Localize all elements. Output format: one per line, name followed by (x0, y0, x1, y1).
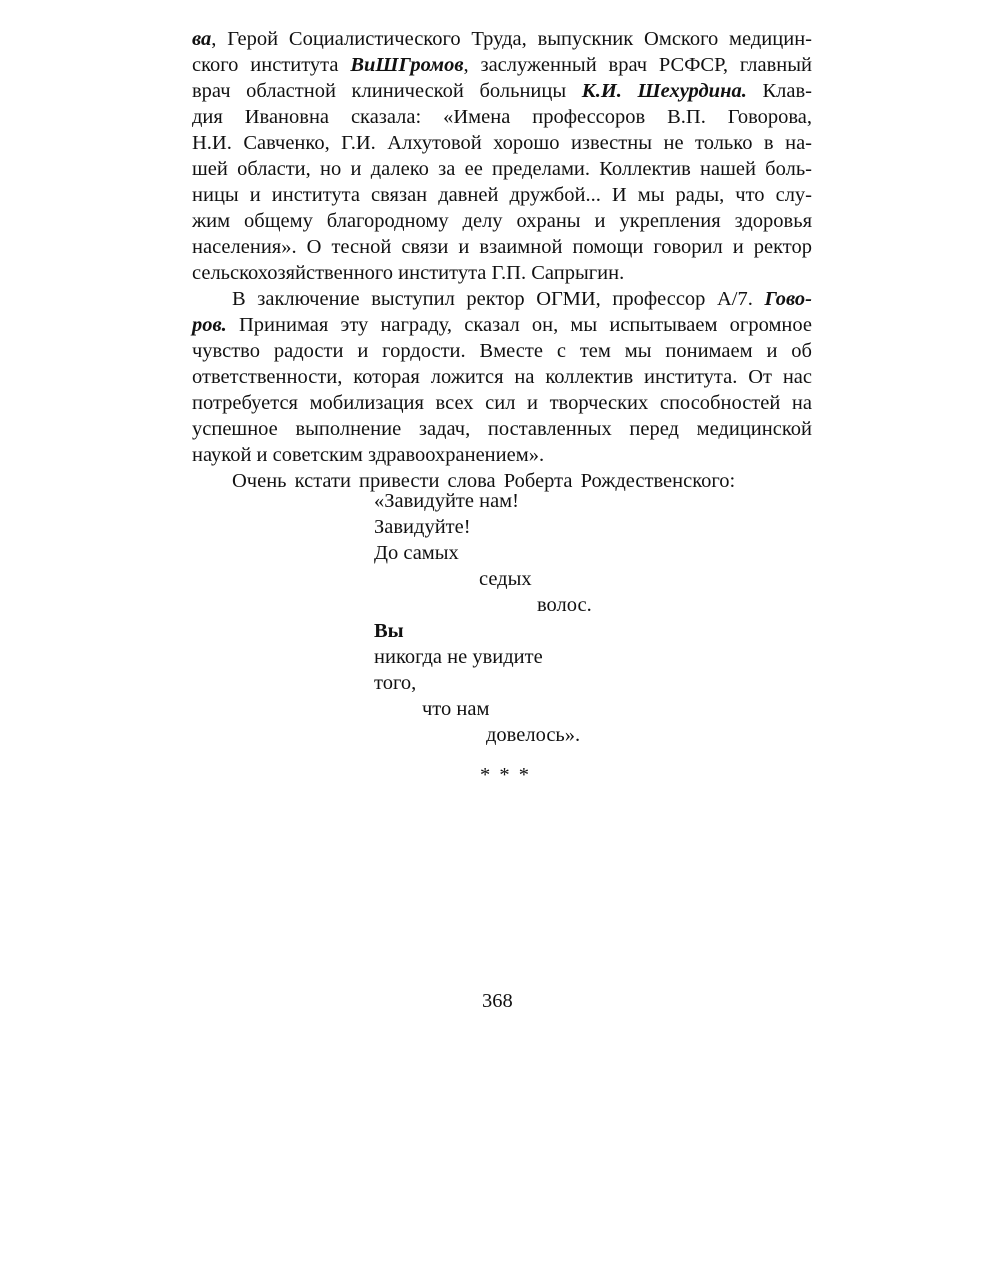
text-line: ва, Герой Социалистического Труда, выпускник Омского медицин- (192, 28, 812, 50)
text-line: чувство радости и гордости. Вместе с тем мы понимаем и об (192, 340, 812, 362)
text-line: Н.И. Савченко, Г.И. Алхутовой хорошо известны не только в на- (192, 132, 812, 154)
poem-line: того, (374, 672, 417, 694)
poem-line: что нам (422, 698, 490, 720)
poem-line: До самых (374, 542, 459, 564)
text-line: ского института ВиШГромов, заслуженный врач РСФСР, главный (192, 54, 813, 76)
poem-line: Завидуйте! (374, 516, 471, 538)
text-line: В заключение выступил ректор ОГМИ, профессор А/7. Гово- (232, 288, 812, 310)
paragraph-1 (192, 26, 812, 286)
main-text (192, 26, 812, 494)
text-line: потребуется мобилизация всех сил и творческих способностей на (192, 392, 812, 414)
poem-line: «Завидуйте нам! (374, 490, 519, 512)
text-line: дия Ивановна сказала: «Имена профессоров В.П. Говорова, (192, 106, 812, 128)
section-separator: * * * (480, 764, 529, 786)
poem-line: волос. (537, 594, 592, 616)
text-line: сельскохозяйственного института Г.П. Сапрыгин. (192, 262, 625, 284)
poem-line: седых (479, 568, 532, 590)
text-line: успешное выполнение задач, поставленных перед медицинской (192, 418, 812, 440)
poem-line: довелось». (486, 724, 581, 746)
text-line: Очень кстати привести слова Роберта Рождественского: (232, 470, 736, 492)
page-number: 368 (482, 990, 513, 1012)
poem-line: никогда не увидите (374, 646, 543, 668)
text-line: врач областной клинической больницы К.И. Шехурдина. Клав- (192, 80, 812, 102)
text-line: наукой и советским здравоохранением». (192, 444, 545, 466)
paragraph-2 (192, 286, 812, 468)
text-line: жим общему благородному делу охраны и укрепления здоровья (192, 210, 812, 232)
text-line: ответственности, которая ложится на коллектив института. От нас (192, 366, 812, 388)
text-line: ров. Принимая эту награду, сказал он, мы испытываем огромное (192, 314, 812, 336)
text-line: населения». О тесной связи и взаимной помощи говорил и ректор (192, 236, 812, 258)
text-line: шей области, но и далеко за ее пределами. Коллектив нашей боль- (192, 158, 812, 180)
poem-line: Вы (374, 620, 404, 642)
text-line: ницы и института связан давней дружбой... И мы рады, что слу- (192, 184, 812, 206)
